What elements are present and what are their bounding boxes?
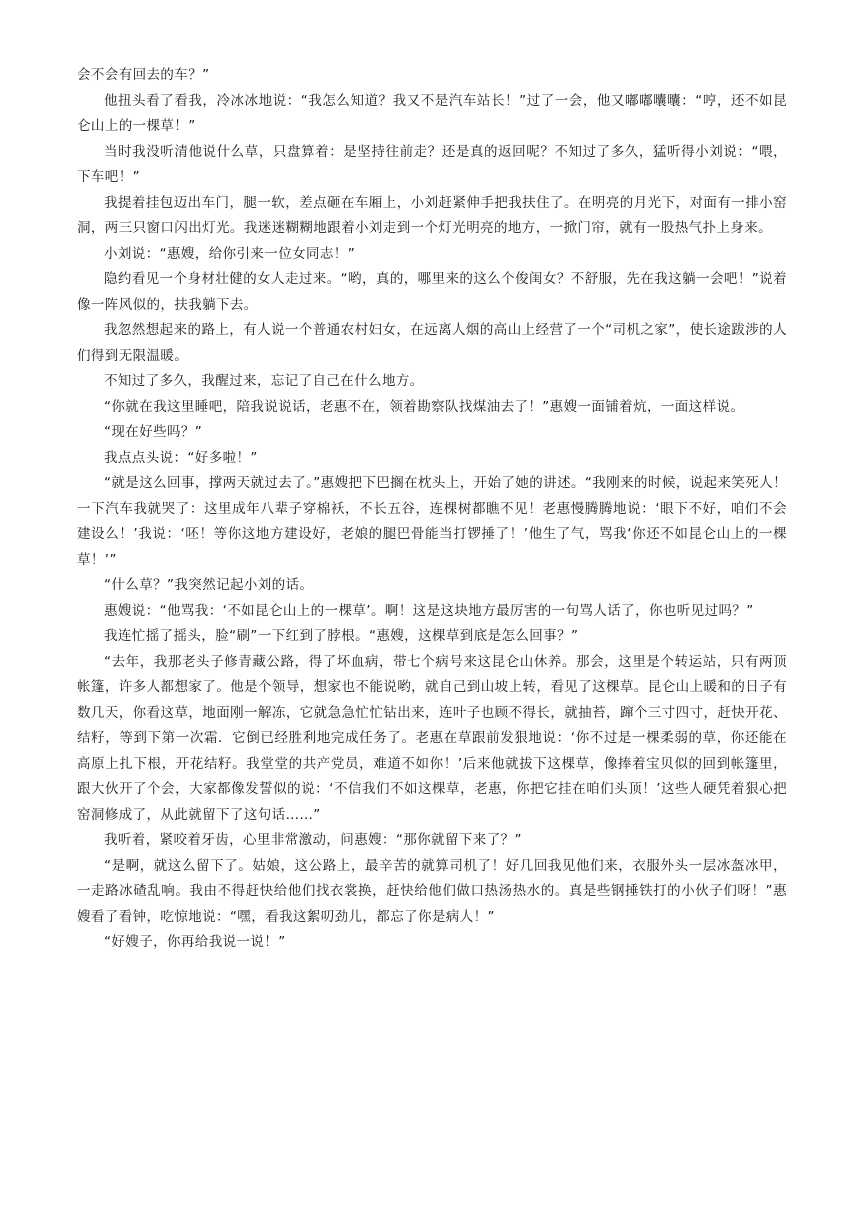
paragraph: 我连忙摇了摇头，脸“刷”一下红到了脖根。“惠嫂，这棵草到底是怎么回事？”	[104, 628, 579, 644]
paragraph: “现在好些吗？”	[104, 424, 203, 440]
paragraph: 我忽然想起来的路上，有人说一个普通农村妇女，在远离人烟的高山上经营了一个“司机之家”，使长途跋涉的人们得到无限温暖。	[77, 322, 787, 364]
paragraph: 我听着，紧咬着牙齿，心里非常激动，问惠嫂：“那你就留下来了？”	[104, 832, 522, 848]
paragraph: “你就在我这里睡吧，陪我说说话，老惠不在，领着勘察队找煤油去了！”惠嫂一面铺着炕，一面这样说。	[104, 398, 745, 415]
paragraph: “好嫂子，你再给我说一说！”	[104, 934, 286, 950]
paragraph: “就是这么回事，撑两天就过去了。”惠嫂把下巴搁在枕头上，开始了她的讲述。“我刚来的时候，说起来笑死人！一下汽车我就哭了：这里成年八辈子穿棉袄，不长五谷，连棵树都瞧不见！老惠慢腾腾地说：‘眼下不好，咱们不会建设么！’我说：‘呸！等你这地方建设好，老娘的腿巴骨能当打锣捶了！’他生了气，骂我‘你还不如昆仑山上的一棵草！’”	[77, 475, 787, 568]
paragraph: 我点点头说：“好多啦！”	[104, 449, 258, 466]
paragraph: “是啊，就这么留下了。姑娘，这公路上，最辛苦的就算司机了！好几回我见他们来，衣服外头一层冰盔冰甲，一走路冰碴乱响。我由不得赶快给他们找衣裳换，赶快给他们做口热汤热水的。真是些钢捶铁打的小伙子们呀！”惠嫂看了看钟，吃惊地说：“嘿，看我这絮叨劲儿，都忘了你是病人！”	[77, 857, 787, 925]
paragraph: “去年，我那老头子修青藏公路，得了坏血病，带七个病号来这昆仑山休养。那会，这里是个转运站，只有两顶帐篷，许多人都想家了。他是个领导，想家也不能说哟，就自己到山坡上转，看见了这棵草。昆仑山上暖和的日子有数几天，你看这草，地面刚一解冻，它就急急忙忙钻出来，连叶子也顾不得长，就抽苔，蹿个三寸四寸，赶快开花、结籽，等到下第一次霜．它倒已经胜利地完成任务了。老惠在草跟前发狠地说：‘你不过是一棵柔弱的草，你还能在高原上扎下根，开花结籽。我堂堂的共产党员，难道不如你！’后来他就拔下这棵草，像捧着宝贝似的回到帐篷里，跟大伙开了个会，大家都像发誓似的说：‘不信我们不如这棵草，老惠，你把它挂在咱们头顶！’这些人硬凭着狠心把窑洞修成了，从此就留下了这句话……”	[77, 653, 787, 823]
paragraph: 惠嫂说：“他骂我：‘不如昆仑山上的一棵草’。啊！这是这块地方最厉害的一句骂人话了，你也听见过吗？”	[104, 602, 754, 619]
document-body	[77, 63, 787, 956]
paragraph: 他扭头看了看我，冷冰冰地说：“我怎么知道？我又不是汽车站长！”过了一会，他又嘟嘟囔囔：“哼，还不如昆仑山上的一棵草！”	[77, 92, 787, 134]
paragraph: 隐约看见一个身材壮健的女人走过来。“哟，真的，哪里来的这么个俊闺女？不舒服，先在我这躺一会吧！”说着像一阵风似的，扶我躺下去。	[77, 271, 787, 313]
paragraph: 不知过了多久，我醒过来，忘记了自己在什么地方。	[104, 373, 424, 389]
paragraph: 会不会有回去的车？”	[77, 67, 210, 83]
paragraph: “什么草？”我突然记起小刘的话。	[104, 577, 314, 593]
paragraph: 我提着挂包迈出车门，腿一软，差点砸在车厢上，小刘赶紧伸手把我扶住了。在明亮的月光下，对面有一排小窑洞，两三只窗口闪出灯光。我迷迷糊糊地跟着小刘走到一个灯光明亮的地方，一掀门帘，就有一股热气扑上身来。	[77, 194, 787, 236]
paragraph: 小刘说：“惠嫂，给你引来一位女同志！”	[104, 245, 356, 262]
paragraph: 当时我没听清他说什么草，只盘算着：是坚持往前走？还是真的返回呢？不知过了多久，猛听得小刘说：“喂，下车吧！”	[77, 143, 787, 185]
